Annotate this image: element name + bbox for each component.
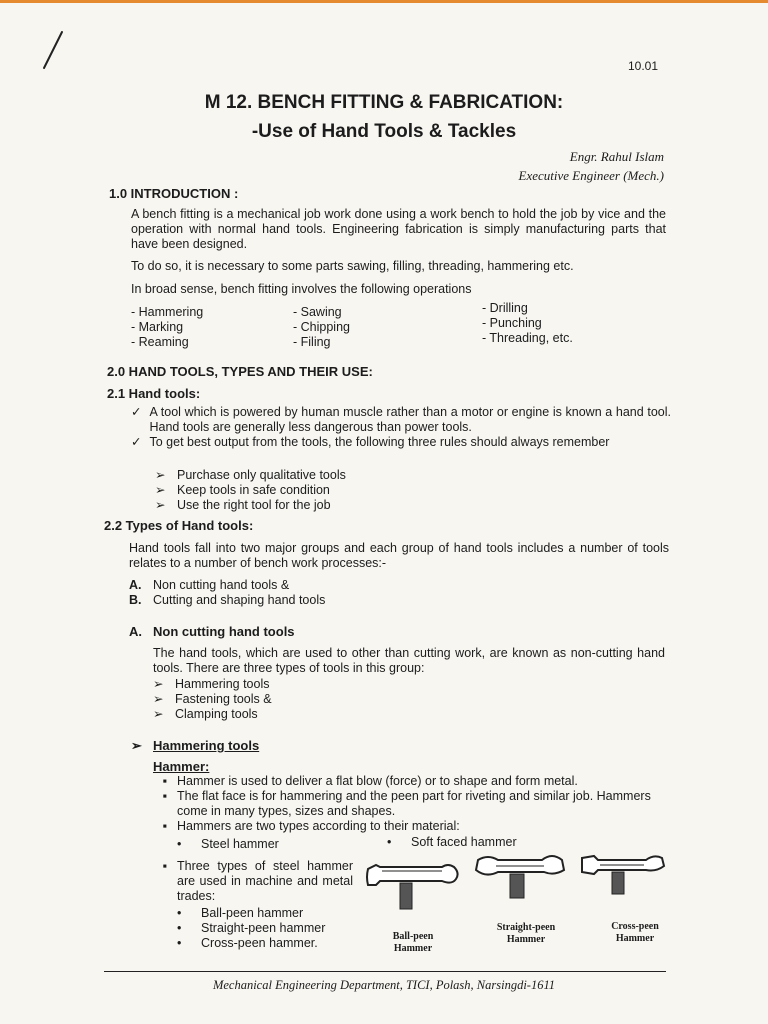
types-paragraph: Hand tools fall into two major groups and each group of hand tools includes a number of tools relates to a number of bench work processes:-: [129, 541, 669, 570]
steel-type-item: • Straight-peen hammer: [177, 921, 326, 935]
hammer-heading: Hammer:: [153, 759, 210, 774]
operation-item: - Threading, etc.: [482, 331, 573, 345]
check-icon: ✓: [131, 435, 142, 449]
arrow-bullet-icon: ➢: [155, 498, 166, 512]
group-a-list: [153, 677, 272, 722]
operation-item: - Sawing: [293, 305, 342, 319]
group-item: A. Non cutting hand tools &: [129, 578, 290, 592]
operation-item: - Marking: [131, 320, 184, 334]
arrow-bullet-icon: ➢: [155, 468, 166, 482]
arrow-bullet-icon: ➢: [131, 738, 142, 753]
handwritten-slash-mark: [36, 30, 76, 70]
check-item-1: [131, 405, 671, 435]
intro-paragraph-3: In broad sense, bench fitting involves the following operations: [131, 282, 472, 296]
types-heading: 2.2 Types of Hand tools:: [104, 518, 254, 533]
top-edge-line: [0, 0, 768, 3]
author-block: [519, 147, 664, 185]
page-title: M 12. BENCH FITTING & FABRICATION:: [204, 92, 564, 113]
group-a-heading: A. Non cutting hand tools: [129, 624, 295, 639]
intro-paragraph-2: To do so, it is necessary to some parts sawing, filling, threading, hammering etc.: [131, 259, 574, 273]
hammer-point: ▪ Hammer is used to deliver a flat blow (force) or to shape and form metal.: [153, 774, 668, 789]
hammer-point: ▪ The flat face is for hammering and the peen part for riveting and similar job. Hammers come in many types, sizes and shapes.: [153, 789, 668, 819]
page-footer: Mechanical Engineering Department, TICI, Polash, Narsingdi-1611: [212, 978, 556, 992]
arrow-bullet-icon: ➢: [153, 707, 164, 721]
material-type-1: • Steel hammer: [177, 837, 279, 851]
rule-item: ➢ Use the right tool for the job: [155, 498, 331, 512]
operations-col-1: [131, 305, 203, 350]
section2-heading: 2.0 HAND TOOLS, TYPES AND THEIR USE:: [107, 364, 373, 379]
operations-col-2: [293, 305, 350, 350]
hammer-points: [153, 774, 668, 834]
straight-peen-caption: Straight-peen Hammer: [496, 922, 556, 945]
operations-col-3: [482, 301, 573, 346]
steel-types-list: [177, 906, 325, 951]
author-role: Executive Engineer (Mech.): [518, 168, 664, 183]
page-subtitle: -Use of Hand Tools & Tackles: [251, 121, 517, 142]
operation-item: - Reaming: [131, 335, 189, 349]
arrow-bullet-icon: ➢: [153, 692, 164, 706]
footer-rule: [104, 971, 666, 972]
operation-item: - Filing: [293, 335, 331, 349]
check-item-2: [131, 435, 671, 450]
three-types-item: ▪ Three types of steel hammer are used in machine and metal trades:: [153, 859, 353, 904]
hammering-tools-heading: ➢ Hammering tools: [131, 738, 260, 753]
hammer-point: ▪ Hammers are two types according to their material:: [153, 819, 668, 834]
steel-type-item: • Cross-peen hammer.: [177, 936, 318, 950]
intro-paragraph-1: A bench fitting is a mechanical job work done using a work bench to hold the job by vice and the operation with normal hand tools. Engineering fabrication is simply manufacturing parts that have been designed.: [131, 207, 666, 251]
square-bullet-icon: ▪: [162, 789, 168, 803]
steel-type-item: • Ball-peen hammer: [177, 906, 304, 920]
arrow-bullet-icon: ➢: [155, 483, 166, 497]
straight-peen-hammer-icon: [472, 848, 568, 912]
rule-item: ➢ Keep tools in safe condition: [155, 483, 330, 497]
dot-bullet-icon: •: [177, 906, 182, 920]
group-a-item: ➢ Clamping tools: [153, 707, 258, 721]
operation-item: - Chipping: [293, 320, 350, 334]
dot-bullet-icon: •: [177, 936, 182, 950]
group-a-item: ➢ Hammering tools: [153, 677, 270, 691]
square-bullet-icon: ▪: [162, 859, 168, 873]
check-text: To get best output from the tools, the following three rules should always remember: [149, 435, 610, 449]
hand-tools-heading: 2.1 Hand tools:: [107, 386, 201, 401]
author-name: Engr. Rahul Islam: [569, 149, 664, 164]
check-icon: ✓: [131, 405, 142, 419]
group-a-paragraph: The hand tools, which are used to other than cutting work, are known as non-cutting hand tools. There are three types of tools in this group:: [153, 646, 665, 675]
groups-list: [129, 578, 325, 608]
square-bullet-icon: ▪: [162, 819, 168, 833]
dot-bullet-icon: •: [177, 921, 182, 935]
ball-peen-hammer-icon: [362, 855, 462, 915]
square-bullet-icon: ▪: [162, 774, 168, 788]
check-text: A tool which is powered by human muscle rather than a motor or engine is known a hand tool. Hand tools are generally less dangerous than power tools.: [149, 405, 671, 434]
cross-peen-caption: Cross-peen Hammer: [611, 921, 659, 944]
cross-peen-hammer-icon: [578, 848, 668, 908]
operation-item: - Punching: [482, 316, 542, 330]
ball-peen-caption: Ball-peen Hammer: [392, 931, 434, 954]
material-type-2: • Soft faced hammer: [387, 835, 517, 849]
operation-item: - Hammering: [131, 305, 204, 319]
dot-bullet-icon: •: [177, 837, 182, 851]
rule-item: ➢ Purchase only qualitative tools: [155, 468, 346, 482]
page-number: 10.01: [628, 59, 659, 73]
dot-bullet-icon: •: [387, 835, 392, 849]
intro-heading: 1.0 INTRODUCTION :: [109, 186, 239, 201]
rules-list: [155, 468, 346, 513]
group-a-item: ➢ Fastening tools &: [153, 692, 272, 706]
arrow-bullet-icon: ➢: [153, 677, 164, 691]
group-item: B. Cutting and shaping hand tools: [129, 593, 326, 607]
operation-item: - Drilling: [482, 301, 528, 315]
